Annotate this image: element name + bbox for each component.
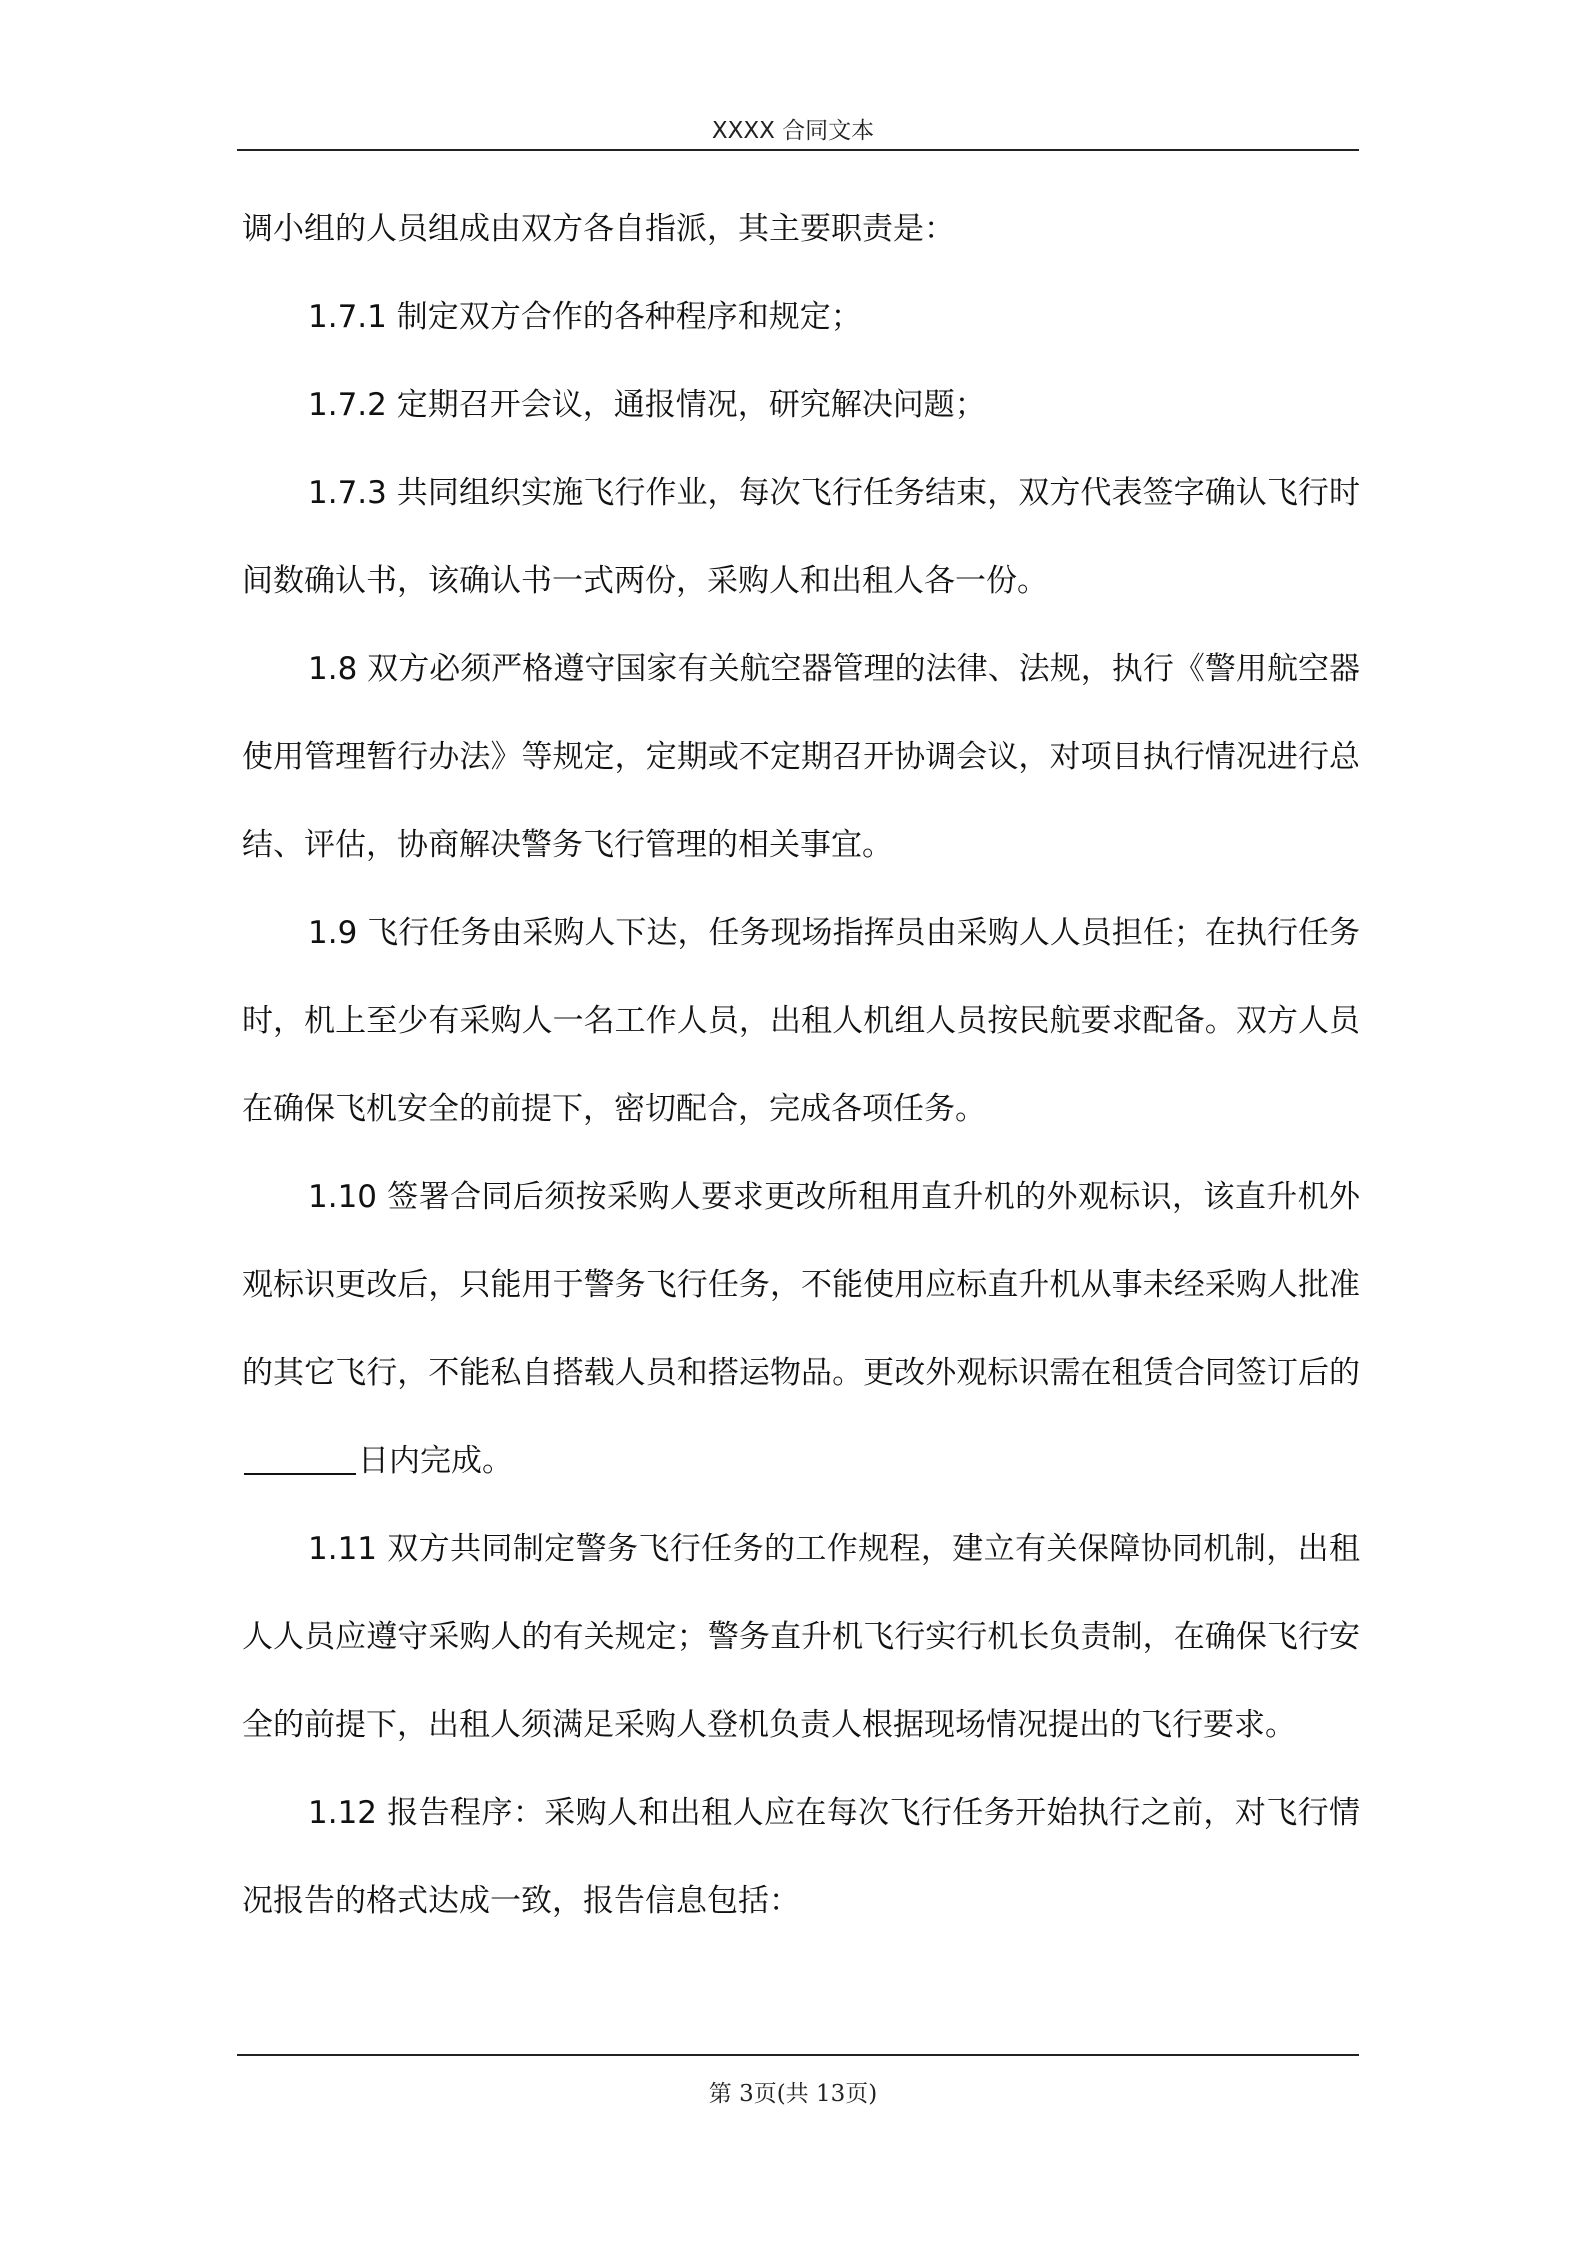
fill-in-blank	[244, 1442, 356, 1475]
paragraph-1-7-1: 1.7.1 制定双方合作的各种程序和规定；	[308, 299, 862, 335]
header-divider	[237, 149, 1359, 151]
document-body	[242, 185, 1360, 1945]
paragraph-1-9: 1.9 飞行任务由采购人下达，任务现场指挥员由采购人人员担任；在执行任务时，机上至少有采购人一名工作人员，出租人机组人员按民航要求配备。双方人员在确保飞机安全的前提下，密切配合，完成各项任务。	[242, 915, 1360, 1127]
paragraph-1-7-3: 1.7.3 共同组织实施飞行作业，每次飞行任务结束，双方代表签字确认飞行时间数确认书，该确认书一式两份，采购人和出租人各一份。	[242, 475, 1360, 599]
paragraph-continuation: 调小组的人员组成由双方各自指派，其主要职责是：	[242, 211, 955, 247]
footer-divider	[237, 2054, 1359, 2056]
paragraph-1-10	[242, 1153, 1360, 1505]
paragraph-1-11: 1.11 双方共同制定警务飞行任务的工作规程，建立有关保障协同机制，出租人人员应遵守采购人的有关规定；警务直升机飞行实行机长负责制，在确保飞行安全的前提下，出租人须满足采购人登机负责人根据现场情况提出的飞行要求。	[242, 1531, 1360, 1743]
page-header-title: XXXX 合同文本	[711, 118, 875, 144]
paragraph-1-8: 1.8 双方必须严格遵守国家有关航空器管理的法律、法规，执行《警用航空器使用管理暂行办法》等规定，定期或不定期召开协调会议，对项目执行情况进行总结、评估，协商解决警务飞行管理的相关事宜。	[242, 651, 1360, 863]
paragraph-1-12: 1.12 报告程序：采购人和出租人应在每次飞行任务开始执行之前，对飞行情况报告的格式达成一致，报告信息包括：	[242, 1795, 1360, 1919]
paragraph-1-10-text-after: 日内完成。	[358, 1443, 513, 1479]
paragraph-1-10-text-before: 1.10 签署合同后须按采购人要求更改所租用直升机的外观标识，该直升机外观标识更改后，只能用于警务飞行任务，不能使用应标直升机从事未经采购人批准的其它飞行，不能私自搭载人员和搭运物品。更改外观标识需在租赁合同签订后的	[242, 1179, 1360, 1391]
paragraph-1-7-2: 1.7.2 定期召开会议，通报情况，研究解决问题；	[308, 387, 986, 423]
page-number: 第 3页(共 13页)	[708, 2081, 878, 2107]
